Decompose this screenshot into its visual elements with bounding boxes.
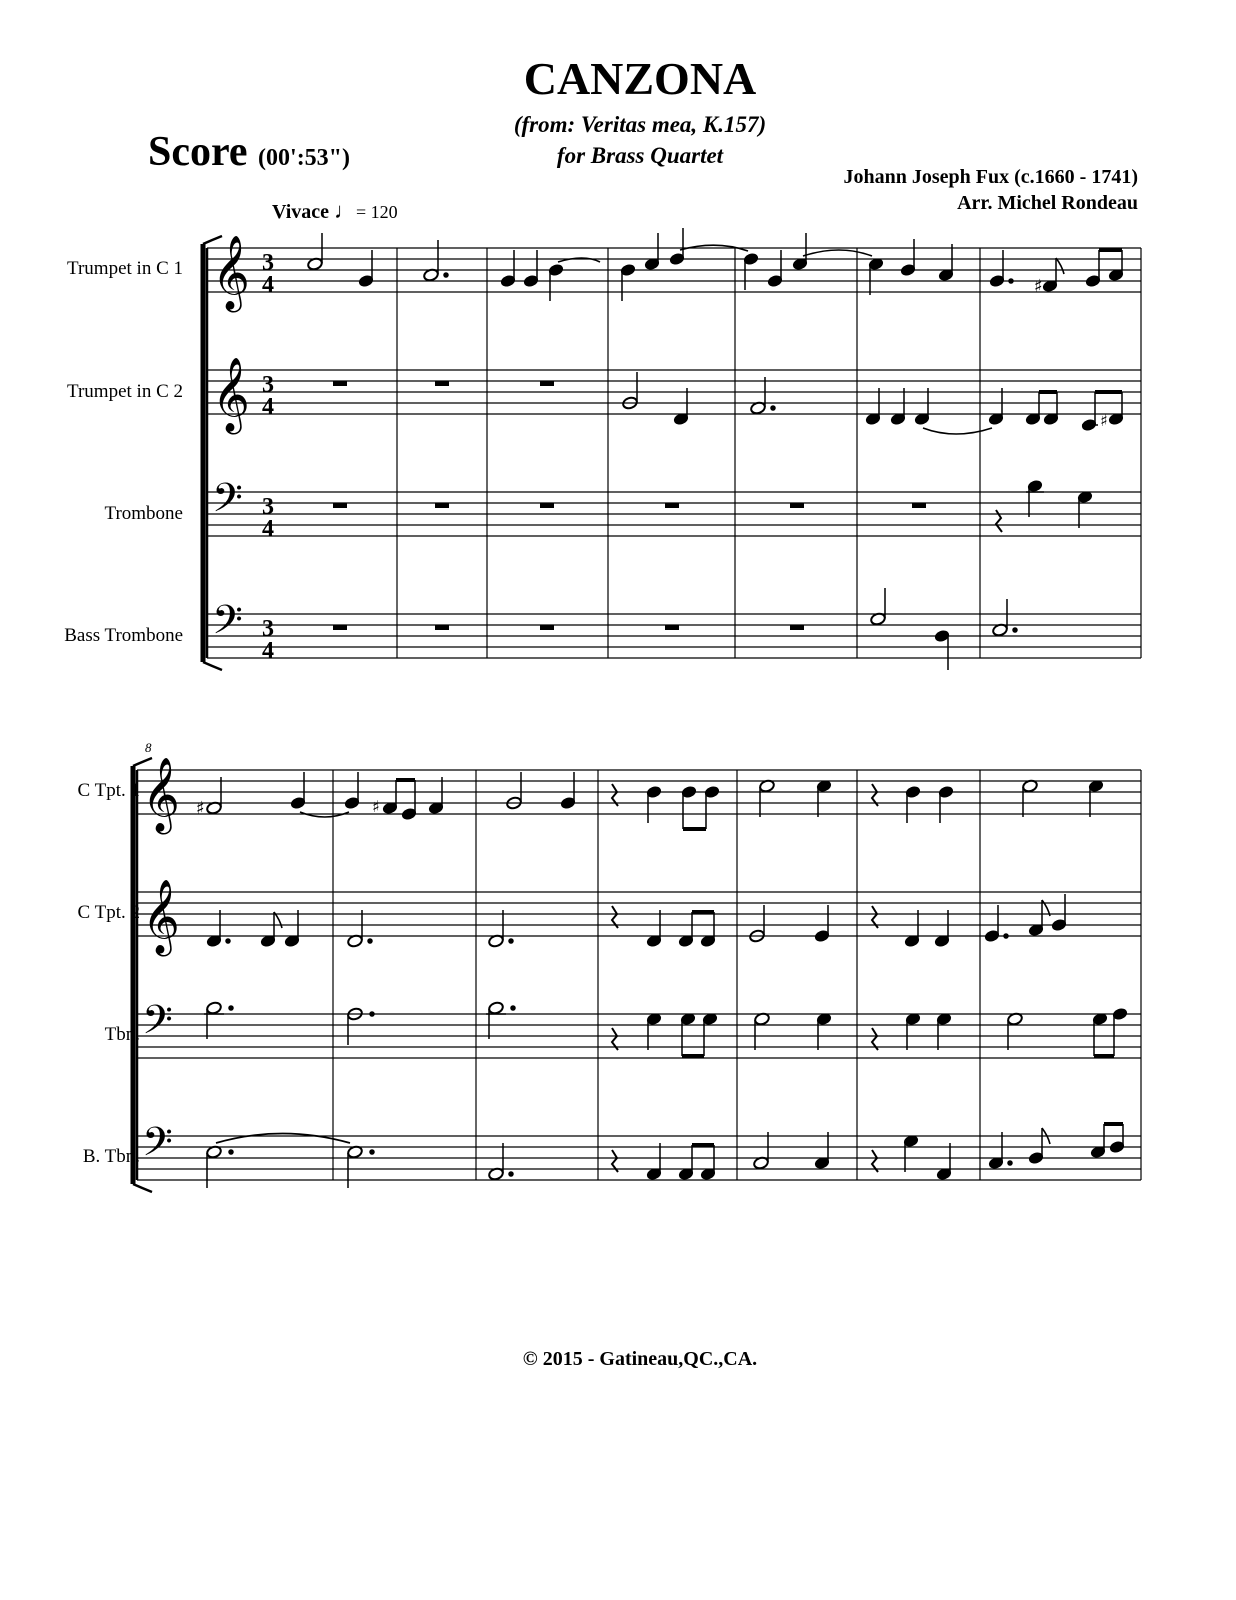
barlines-system-2	[333, 770, 1141, 1180]
svg-text:3: 3	[262, 372, 274, 398]
svg-text:4: 4	[262, 272, 274, 298]
staff-lines-system-2	[137, 770, 1141, 1180]
svg-text:4: 4	[262, 516, 274, 542]
bass-clef-icon: 𝄢	[142, 997, 173, 1053]
copyright: © 2015 - Gatineau,QC.,CA.	[522, 1348, 758, 1370]
sharp-icon: ♯	[196, 798, 205, 819]
clefs-system-2	[142, 758, 180, 1175]
instrument-label-trombone-short: Tbn.	[104, 1024, 140, 1045]
duration: (00':53")	[258, 145, 350, 171]
sharp-icon: ♯	[1100, 411, 1108, 430]
svg-text:3: 3	[262, 616, 274, 642]
score-label: Score	[148, 129, 248, 175]
treble-clef-icon: 𝄞	[142, 880, 180, 954]
instrument-label-trumpet-2-short: C Tpt. 2	[77, 902, 140, 923]
treble-clef-icon: 𝄞	[212, 236, 250, 310]
trumpet-2-notes-system-2	[206, 894, 1066, 948]
bass-clef-icon: 𝄢	[142, 1119, 173, 1175]
tempo-value: = 120	[356, 202, 398, 222]
composer: Johann Joseph Fux (c.1660 - 1741)	[843, 166, 1138, 188]
instrument-label-trombone: Trombone	[104, 503, 183, 524]
svg-text:3: 3	[262, 494, 274, 520]
barlines-system-1	[397, 248, 1141, 658]
subtitle-instrumentation: for Brass Quartet	[556, 143, 724, 168]
quarter-note-icon: ♩	[334, 198, 357, 223]
clefs-system-1	[212, 236, 250, 653]
bass-trombone-notes-system-2	[206, 1124, 1125, 1188]
subtitle-source: (from: Veritas mea, K.157)	[513, 112, 767, 137]
system-1	[203, 236, 1141, 670]
trombone-notes-system-1	[333, 480, 1093, 532]
tempo-word: Vivace	[272, 201, 330, 223]
treble-clef-icon: 𝄞	[142, 758, 180, 832]
sharp-icon: ♯	[372, 797, 380, 816]
instrument-label-bass-trombone-short: B. Tbn.	[82, 1146, 140, 1167]
svg-text:3: 3	[262, 250, 274, 276]
instrument-label-trumpet-2: Trumpet in C 2	[67, 381, 183, 402]
svg-text:4: 4	[262, 394, 274, 420]
staff-lines-system-1	[207, 248, 1141, 658]
arranger: Arr. Michel Rondeau	[957, 192, 1138, 214]
system-2	[133, 758, 1141, 1192]
trombone-notes-system-2	[204, 1001, 1128, 1056]
instrument-label-trumpet-1: Trumpet in C 1	[67, 258, 183, 279]
trumpet-1-notes-system-1	[307, 228, 1124, 301]
instrument-label-trumpet-1-short: C Tpt. 1	[77, 780, 140, 801]
treble-clef-icon: 𝄞	[212, 358, 250, 432]
instrument-label-bass-trombone: Bass Trombone	[64, 625, 183, 646]
bass-clef-icon: 𝄢	[212, 597, 243, 653]
sharp-icon: ♯	[1034, 276, 1043, 297]
bass-clef-icon: 𝄢	[212, 475, 243, 531]
measure-number: 8	[145, 740, 152, 755]
time-signatures-system-1	[262, 250, 274, 664]
score-title: CANZONA	[523, 53, 757, 104]
svg-text:4: 4	[262, 638, 274, 664]
